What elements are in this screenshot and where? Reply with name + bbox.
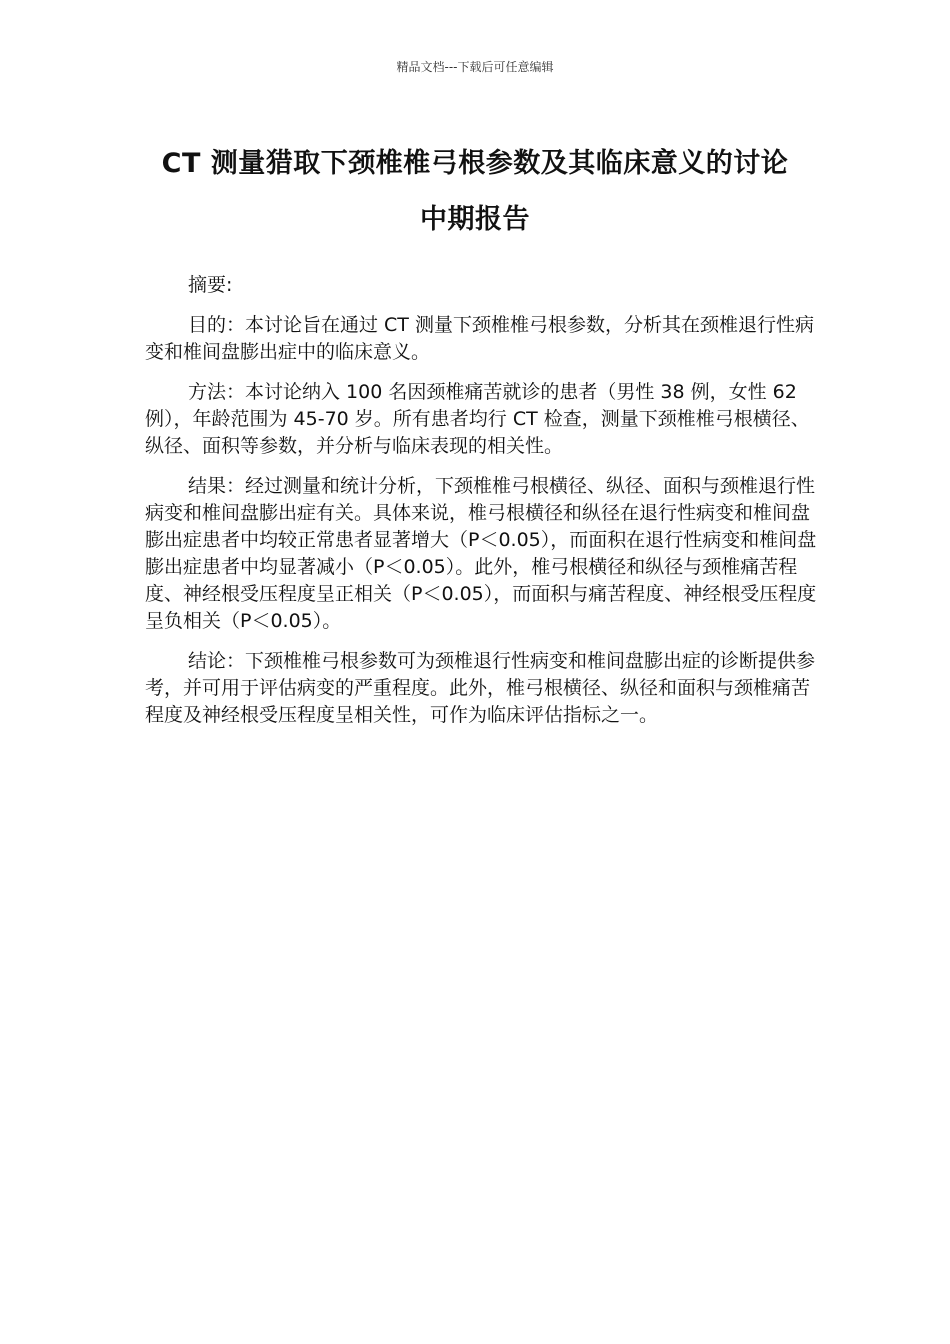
results-paragraph: 结果：经过测量和统计分析，下颈椎椎弓根横径、纵径、面积与颈椎退行性病变和椎间盘膨出症有关。具体来说，椎弓根横径和纵径在退行性病变和椎间盘膨出症患者中均较正常患者显著增大（P＜0.05），而面积在退行性病变和椎间盘膨出症患者中均显著减小（P＜0.05）。此外，椎弓根横径和纵径与颈椎痛苦程度、神经根受压程度呈正相关（P＜0.05），而面积与痛苦程度、神经根受压程度呈负相关（P＜0.05）。 [145,475,817,632]
methods-paragraph: 方法：本讨论纳入 100 名因颈椎痛苦就诊的患者（男性 38 例，女性 62 例），年龄范围为 45-70 岁。所有患者均行 CT 检查，测量下颈椎椎弓根横径、纵径、面积等参数，并分析与临床表现的相关性。 [145,381,810,457]
title-line-2: 中期报告 [420,204,530,235]
title-line-1: CT 测量猎取下颈椎椎弓根参数及其临床意义的讨论 [161,148,789,179]
page-header-note: 精品文档---下载后可任意编辑 [396,60,554,74]
objective-paragraph: 目的：本讨论旨在通过 CT 测量下颈椎椎弓根参数，分析其在颈椎退行性病变和椎间盘膨出症中的临床意义。 [145,314,814,363]
document-title [100,136,850,248]
abstract-label: 摘要: [188,274,233,296]
conclusion-paragraph: 结论：下颈椎椎弓根参数可为颈椎退行性病变和椎间盘膨出症的诊断提供参考，并可用于评估病变的严重程度。此外，椎弓根横径、纵径和面积与颈椎痛苦程度及神经根受压程度呈相关性，可作为临床评估指标之一。 [145,650,816,726]
document-body [145,272,820,742]
